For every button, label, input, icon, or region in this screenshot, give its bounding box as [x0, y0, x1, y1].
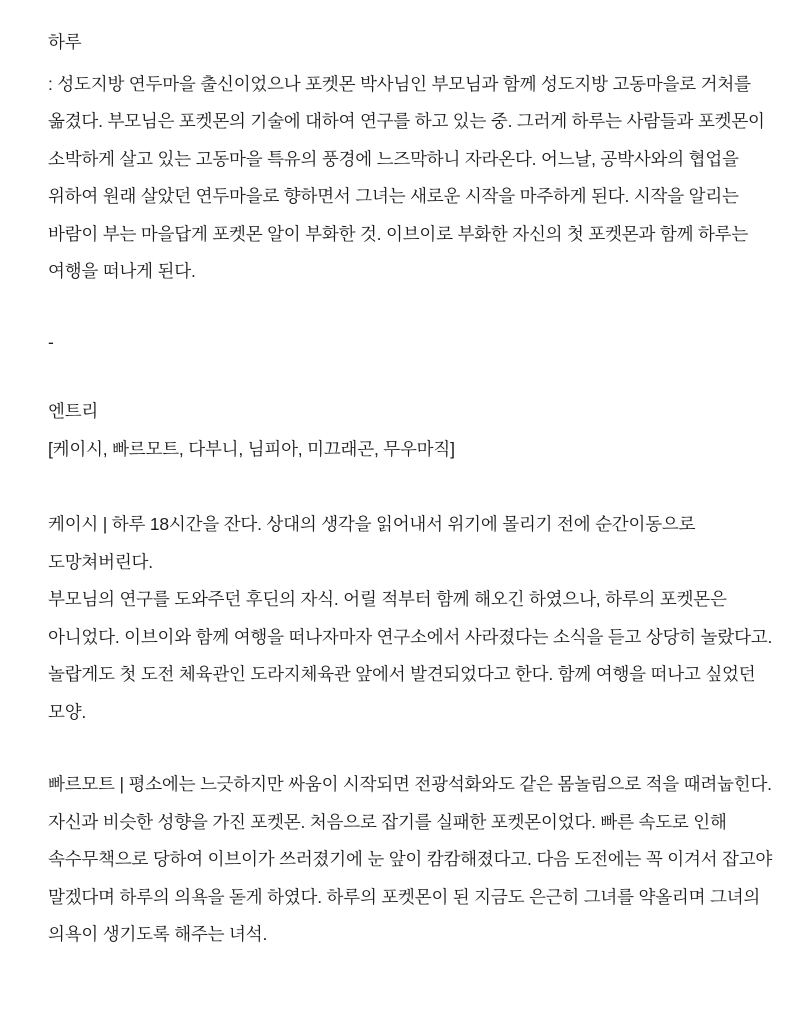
entry-heading: 엔트리 [48, 401, 99, 421]
text-line: 옮겼다. 부모님은 포켓몬의 기술에 대하여 연구를 하고 있는 중. 그러게 하루는 사람들과 포켓몬이 [48, 111, 765, 131]
entry-pokemon-list: [케이시, 빠르모트, 다부니, 님피아, 미끄래곤, 무우마직] [48, 438, 455, 459]
text-line: 모양. [48, 701, 87, 722]
text-line: 소박하게 살고 있는 고동마을 특유의 풍경에 느즈막하니 자라온다. 어느날, 공박사와의 협업을 [48, 148, 739, 169]
text-line: 케이시 | 하루 18시간을 잔다. 상대의 생각을 읽어내서 위기에 몰리기 전에 순간이동으로 [48, 514, 696, 534]
text-line: 여행을 떠나게 된다. [48, 261, 196, 281]
text-line: 의욕이 생기도록 해주는 녀석. [48, 924, 268, 944]
character-intro-paragraph [48, 66, 765, 291]
text-line: - [48, 331, 54, 352]
text-line: 자신과 비슷한 성향을 가진 포켓몬. 처음으로 잡기를 실패한 포켓몬이었다. 빠른 속도로 인해 [48, 811, 727, 832]
divider-dash [48, 324, 756, 362]
character-name-heading [48, 24, 756, 62]
text-line: 말겠다며 하루의 의욕을 돋게 하였다. 하루의 포켓몬이 된 지금도 은근히 그녀를 약올리며 그녀의 [48, 886, 761, 907]
text-line: 하루 [48, 32, 82, 52]
text-line: 빠르모트 | 평소에는 느긋하지만 싸움이 시작되면 전광석화와도 같은 몸놀림으로 적을 때려눕힌다. [48, 774, 772, 794]
text-line: 바람이 부는 마을답게 포켓몬 알이 부화한 것. 이브이로 부화한 자신의 첫 포켓몬과 함께 하루는 [48, 223, 749, 244]
text-line: 속수무책으로 당하여 이브이가 쓰러졌기에 눈 앞이 캄캄해졌다고. 다음 도전에는 꼭 이겨서 잡고야 [48, 849, 773, 869]
text-line: 위하여 원래 살았던 연두마을로 향하면서 그녀는 새로운 시작을 마주하게 된다. 시작을 알리는 [48, 186, 739, 206]
pokemon-entry-kadabra [48, 506, 773, 731]
text-line: 아니었다. 이브이와 함께 여행을 떠나자마자 연구소에서 사라졌다는 소식을 듣고 상당히 놀랐다고. [48, 626, 773, 647]
text-line: 도망쳐버린다. [48, 551, 153, 572]
pokemon-entry-parmot [48, 766, 773, 954]
text-line: : 성도지방 연두마을 출신이었으나 포켓몬 박사님인 부모님과 함께 성도지방 고동마을로 거처를 [48, 73, 751, 94]
text-line: 부모님의 연구를 도와주던 후딘의 자식. 어릴 적부터 함께 해오긴 하였으나, 하루의 포켓몬은 [48, 589, 727, 609]
text-line: 놀랍게도 첫 도전 체육관인 도라지체육관 앞에서 발견되었다고 한다. 함께 여행을 떠나고 싶었던 [48, 664, 756, 684]
entry-section [48, 393, 756, 468]
